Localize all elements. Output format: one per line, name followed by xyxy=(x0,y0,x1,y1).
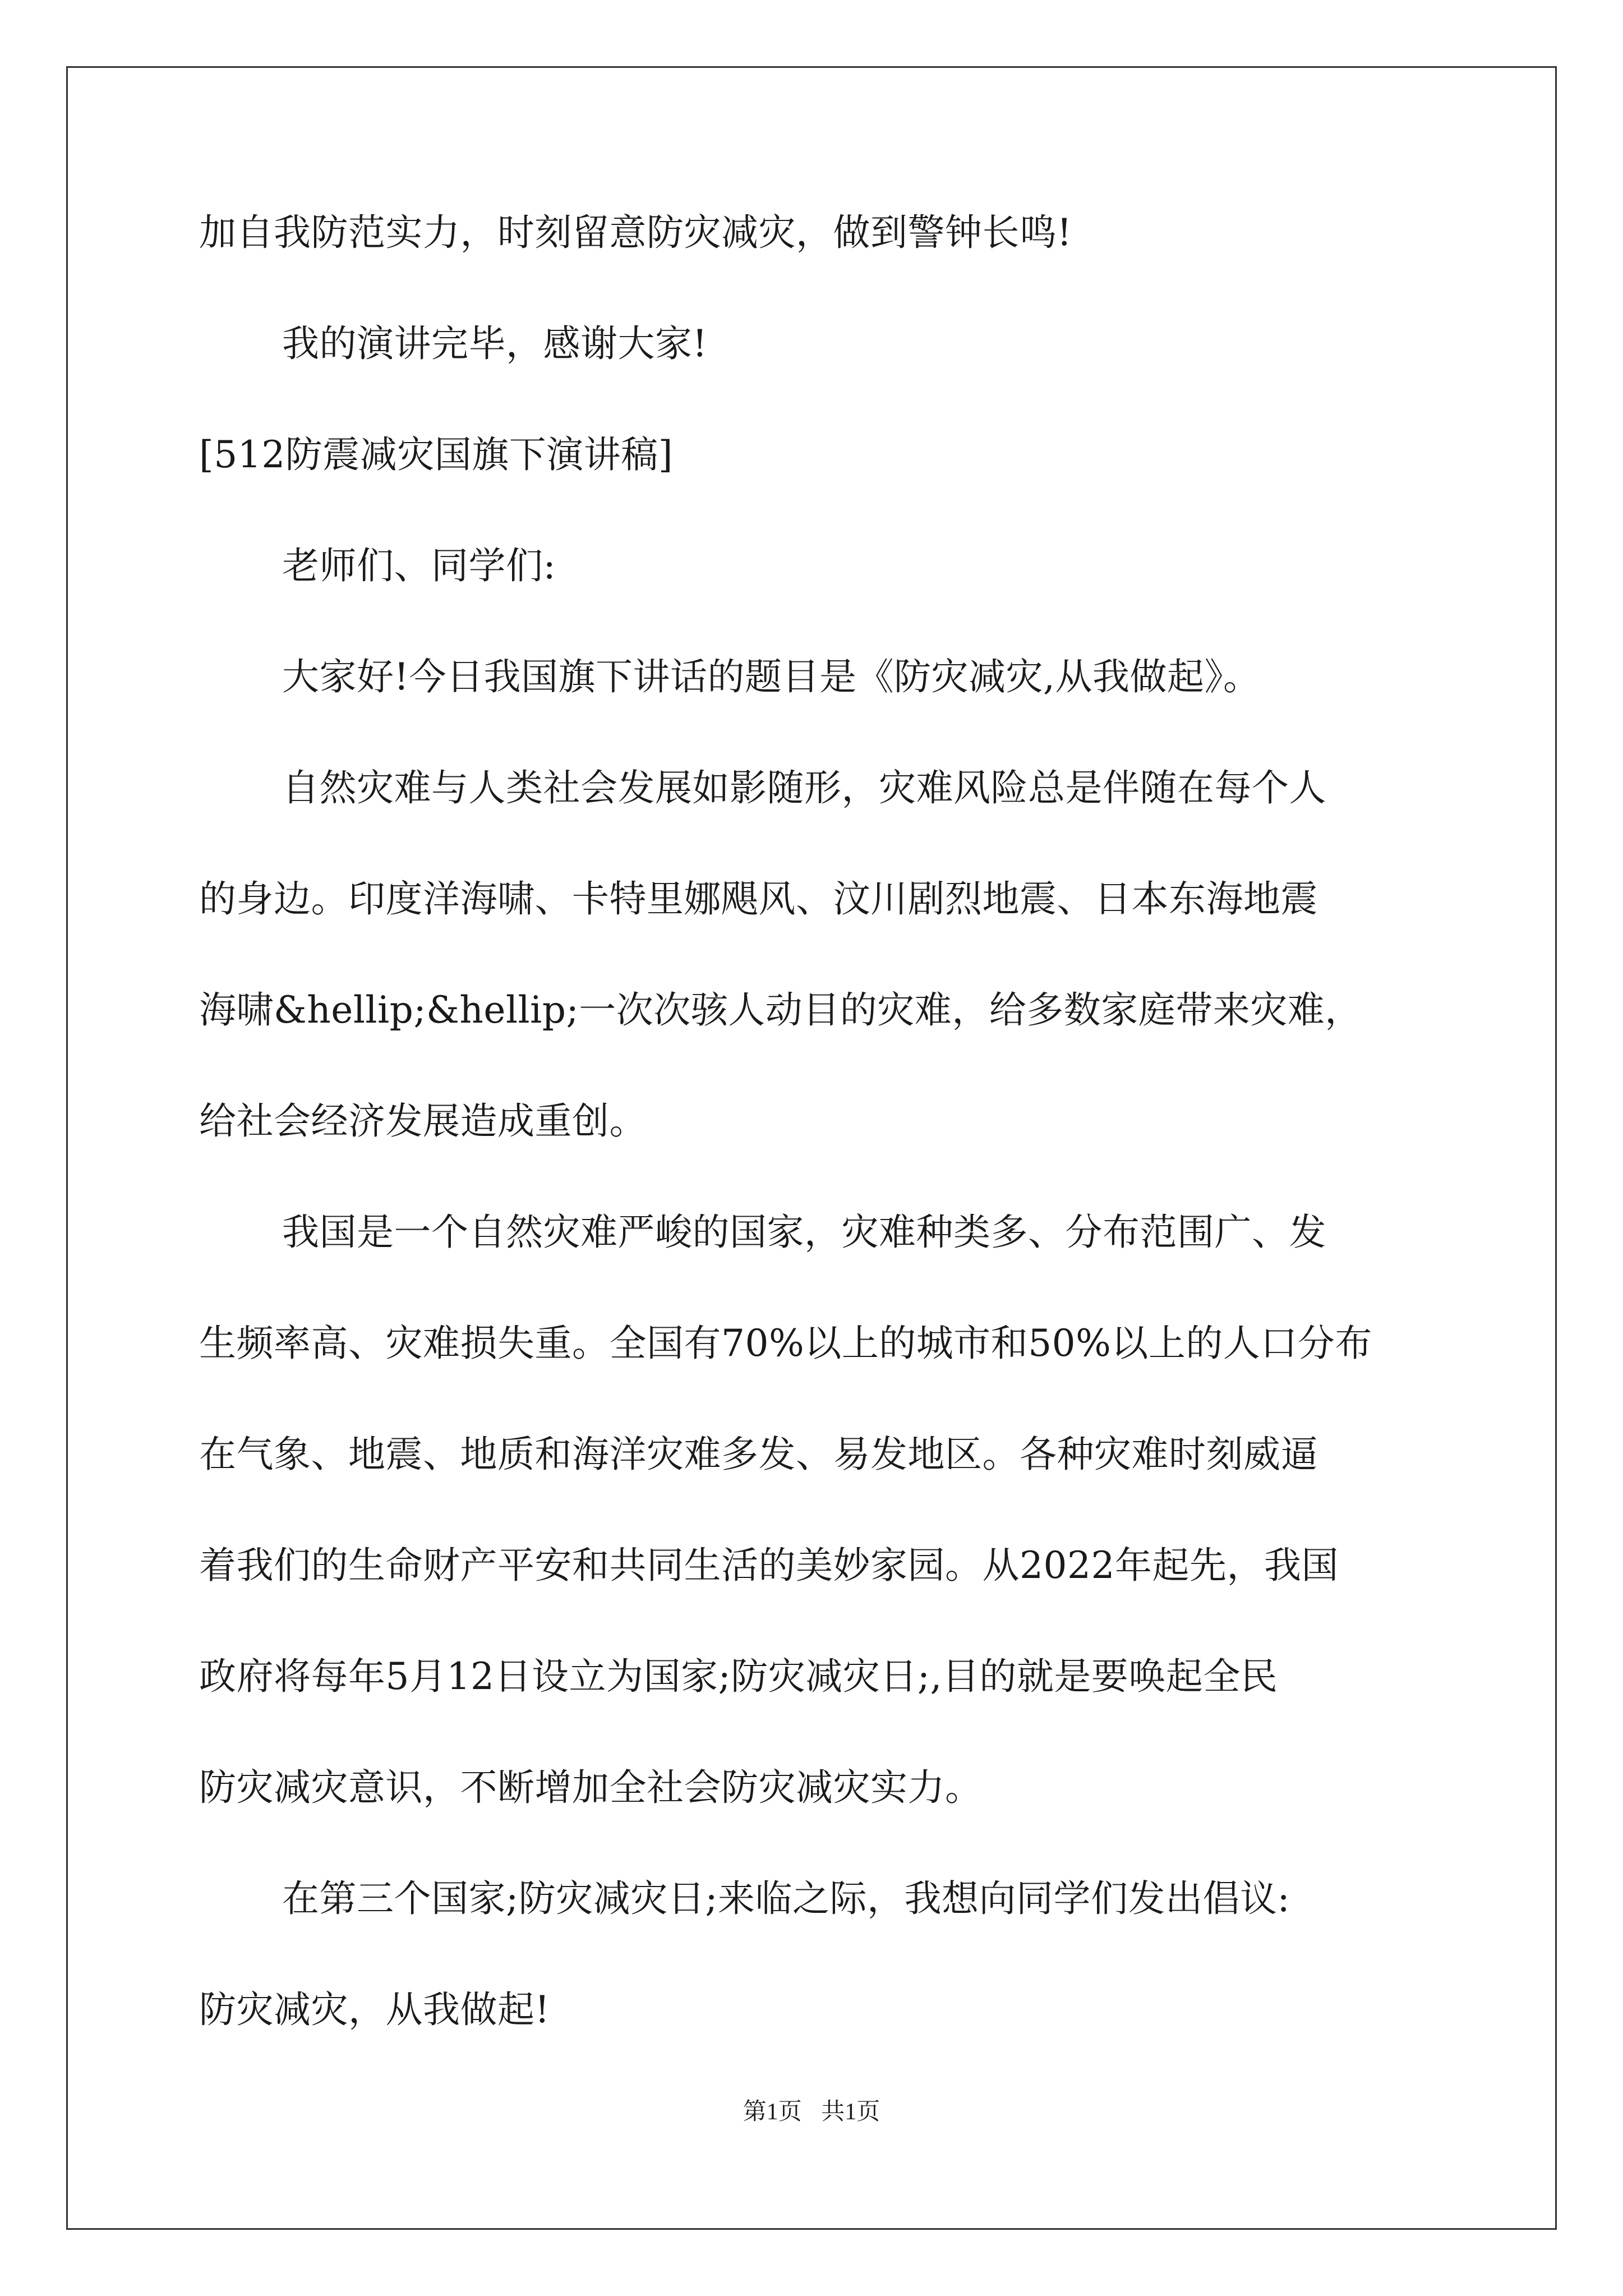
paragraph-line: 的身边。印度洋海啸、卡特里娜飓风、汶川剧烈地震、日本东海地震 xyxy=(199,877,1318,921)
paragraph-line: 我的演讲完毕，感谢大家! xyxy=(282,322,708,365)
page-total: 共1页 xyxy=(821,2099,880,2125)
paragraph-line: 我国是一个自然灾难严峻的国家，灾难种类多、分布范围广、发 xyxy=(282,1211,1326,1254)
salutation: 老师们、同学们: xyxy=(282,544,556,587)
paragraph-line: 自然灾难与人类社会发展如影随形，灾难风险总是伴随在每个人 xyxy=(282,766,1326,809)
paragraph-line: 防灾减灾，从我做起! xyxy=(199,1988,550,2031)
paragraph-line: 给社会经济发展造成重创。 xyxy=(199,1099,647,1143)
paragraph-line: 着我们的生命财产平安和共同生活的美妙家园。从2022年起先，我国 xyxy=(199,1544,1339,1587)
paragraph-line: 加自我防范实力，时刻留意防灾减灾，做到警钟长鸣! xyxy=(199,211,1072,254)
paragraph-line: 海啸&hellip;&hellip;一次次骇人动目的灾难，给多数家庭带来灾难， xyxy=(199,988,1362,1032)
paragraph-line: 政府将每年5月12日设立为国家;防灾减灾日;,目的就是要唤起全民 xyxy=(199,1655,1278,1698)
page-footer xyxy=(0,2098,1623,2126)
paragraph-line: 生频率高、灾难损失重。全国有70%以上的城市和50%以上的人口分布 xyxy=(199,1322,1372,1365)
section-title: [512防震减灾国旗下演讲稿] xyxy=(199,433,673,476)
paragraph-line: 防灾减灾意识，不断增加全社会防灾减灾实力。 xyxy=(199,1766,983,1809)
page-number: 第1页 xyxy=(743,2099,802,2125)
paragraph-line: 大家好!今日我国旗下讲话的题目是《防灾减灾,从我做起》。 xyxy=(282,655,1261,698)
paragraph-line: 在第三个国家;防灾减灾日;来临之际，我想向同学们发出倡议: xyxy=(282,1877,1290,1920)
paragraph-line: 在气象、地震、地质和海洋灾难多发、易发地区。各种灾难时刻威逼 xyxy=(199,1433,1318,1476)
